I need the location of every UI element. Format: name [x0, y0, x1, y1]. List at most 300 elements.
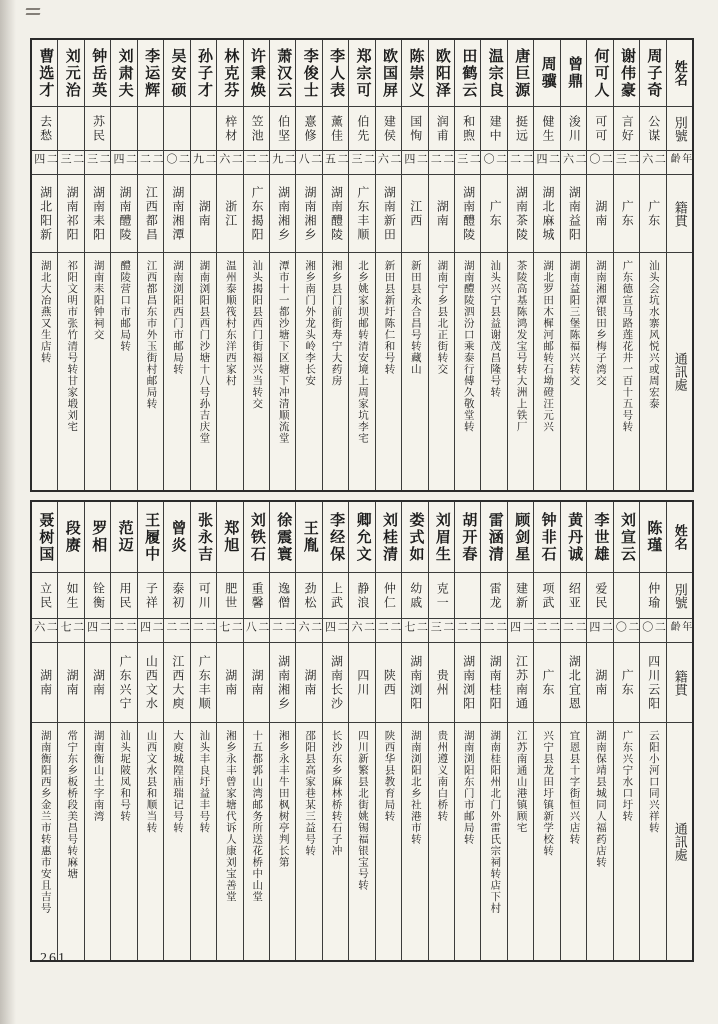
- person-address: 潭市十一都沙塘下区塘下冲清顺流堂: [270, 252, 295, 490]
- person-alias: 言好: [614, 106, 639, 150]
- person-age: 二二: [164, 618, 189, 642]
- person-address: 四川新繁县北街姚锡福银宝号转: [349, 722, 374, 960]
- person-alias: 仲仁: [376, 572, 401, 618]
- person-column: [586, 40, 612, 490]
- person-column: [401, 502, 427, 960]
- person-native-place: 广东丰顺: [191, 642, 216, 722]
- scan-edge-shadow: [0, 0, 16, 1024]
- person-age: 二四: [534, 150, 559, 174]
- person-address: 江苏南通山港镇顾宅: [508, 722, 533, 960]
- person-age: 二二: [376, 618, 401, 642]
- person-address: 新田县永合昌号转藏山: [402, 252, 427, 490]
- person-age: 二九: [191, 150, 216, 174]
- person-address: 醴陵营口市邮局转: [111, 252, 136, 490]
- person-address: 陕西华县教育局转: [376, 722, 401, 960]
- person-name: 刘眉生: [433, 511, 450, 563]
- person-address: 湘乡永丰牛田枫树亭判长第: [270, 722, 295, 960]
- header-name-label: 姓名: [672, 60, 688, 86]
- person-native-place: 江西都昌: [138, 174, 163, 252]
- person-column: [480, 502, 506, 960]
- person-alias: 健生: [534, 106, 559, 150]
- person-alias: 仲瑜: [640, 572, 665, 618]
- person-address: 汕头丰良圩益丰号转: [191, 722, 216, 960]
- person-column: [375, 502, 401, 960]
- person-column: [586, 502, 612, 960]
- person-age: 二四: [508, 618, 533, 642]
- person-native-place: 湖南湘潭: [164, 174, 189, 252]
- person-name: 田鹤云: [460, 47, 477, 99]
- person-column: [163, 502, 189, 960]
- person-age: 二五: [323, 150, 348, 174]
- person-address: 汕头会坑水寨风悦兴或周宏泰: [640, 252, 665, 490]
- person-alias: 上武: [323, 572, 348, 618]
- person-alias: 绍亚: [561, 572, 586, 618]
- person-name: 谢伟豪: [618, 47, 635, 99]
- person-column: [401, 40, 427, 490]
- person-column: [190, 502, 216, 960]
- person-column: [533, 40, 559, 490]
- person-address: 长沙东乡麻林桥转石子冲: [323, 722, 348, 960]
- person-name: 曾鼎: [566, 56, 583, 90]
- person-name: 范迈: [116, 520, 133, 554]
- person-address: 新田县新圩陈仁和号转: [376, 252, 401, 490]
- person-column: [533, 502, 559, 960]
- person-native-place: 广东: [614, 174, 639, 252]
- person-address: 湖南浏阳西门市邮局转: [164, 252, 189, 490]
- person-alias: 苏民: [85, 106, 110, 150]
- person-native-place: 广东丰顺: [349, 174, 374, 252]
- person-alias: 伯坚: [270, 106, 295, 150]
- person-age: 二四: [587, 618, 612, 642]
- person-name: 李俊士: [301, 47, 318, 99]
- person-name: 许秉焕: [248, 47, 265, 99]
- person-column: [560, 40, 586, 490]
- person-alias: 公谋: [640, 106, 665, 150]
- person-age: 二三: [614, 150, 639, 174]
- person-name: 胡开春: [460, 511, 477, 563]
- header-name-label: 姓名: [672, 524, 688, 550]
- person-name: 雷涵清: [486, 511, 503, 563]
- person-age: 二二: [429, 150, 454, 174]
- person-alias: 静浪: [349, 572, 374, 618]
- person-native-place: 湖南茶陵: [508, 174, 533, 252]
- person-alias: 润甫: [429, 106, 454, 150]
- person-name: 李世雄: [592, 511, 609, 563]
- person-address: 云阳小河口同兴祥转: [640, 722, 665, 960]
- person-alias: 肥世: [217, 572, 242, 618]
- person-name: 陈崇义: [407, 47, 424, 99]
- person-column: [322, 40, 348, 490]
- person-address: 兴宁县龙田圩镇新学校转: [534, 722, 559, 960]
- person-column: [428, 40, 454, 490]
- person-alias: 梓材: [217, 106, 242, 150]
- person-column: [216, 40, 242, 490]
- person-column: [137, 502, 163, 960]
- person-native-place: 广东兴宁: [111, 642, 136, 722]
- person-alias: 爱民: [587, 572, 612, 618]
- person-alias: 逸僧: [270, 572, 295, 618]
- person-name: 王胤: [301, 520, 318, 554]
- person-address: 湖南耒阳钟祠交: [85, 252, 110, 490]
- person-native-place: 湖南新田: [376, 174, 401, 252]
- person-native-place: 湖南醴陵: [323, 174, 348, 252]
- person-name: 欧国屏: [381, 47, 398, 99]
- person-column: [613, 502, 639, 960]
- person-column: [560, 502, 586, 960]
- person-alias: 浚川: [561, 106, 586, 150]
- person-address: 湖南桂阳州北门外雷氏宗祠转店下村: [481, 722, 506, 960]
- person-native-place: 贵州: [429, 642, 454, 722]
- person-column: [507, 502, 533, 960]
- person-alias: 如生: [58, 572, 83, 618]
- person-age: 二六: [376, 150, 401, 174]
- person-native-place: 湖南醴陵: [111, 174, 136, 252]
- person-address: 湘乡南门外龙头岭李长安: [296, 252, 321, 490]
- directory-table-bottom: [30, 500, 694, 962]
- person-alias: 建新: [508, 572, 533, 618]
- person-alias: 国恂: [402, 106, 427, 150]
- person-native-place: 湖南: [587, 174, 612, 252]
- person-address: 大庾城隍庙瑞记号转: [164, 722, 189, 960]
- person-column: [190, 40, 216, 490]
- person-alias: 建侯: [376, 106, 401, 150]
- person-column: [295, 40, 321, 490]
- person-native-place: 湖南: [58, 642, 83, 722]
- person-column: [110, 40, 136, 490]
- person-column: [32, 40, 57, 490]
- person-age: 二二: [455, 618, 480, 642]
- person-native-place: 湖南: [244, 642, 269, 722]
- person-native-place: 山西文水: [138, 642, 163, 722]
- person-native-place: 江西大庾: [164, 642, 189, 722]
- person-alias: 泰初: [164, 572, 189, 618]
- directory-table-top: [30, 38, 694, 492]
- person-address: 湖南醴陵泗汾口乘泰行傅久敬堂转: [455, 252, 480, 490]
- header-age-label: 年齡: [667, 618, 692, 642]
- person-column: [243, 502, 269, 960]
- person-name: 徐震寰: [275, 511, 292, 563]
- person-age: 二六: [640, 150, 665, 174]
- person-address: 祁阳文明市张竹清号转甘家塅刘宅: [58, 252, 83, 490]
- person-address: 湖南宁乡县北正街转交: [429, 252, 454, 490]
- person-alias: 憙修: [296, 106, 321, 150]
- person-name: 温宗良: [486, 47, 503, 99]
- person-alias: [614, 572, 639, 618]
- person-address: 江西都昌东市外玉街村邮局转: [138, 252, 163, 490]
- person-age: 二〇: [587, 150, 612, 174]
- header-column: [666, 40, 692, 490]
- person-age: 二二: [561, 618, 586, 642]
- person-address: 湖南衡阳西乡金兰市转惠市安且吉号: [32, 722, 57, 960]
- person-column: [137, 40, 163, 490]
- person-column: [57, 502, 83, 960]
- person-alias: [111, 106, 136, 150]
- person-name: 刘肃夫: [116, 47, 133, 99]
- person-age: 二七: [217, 618, 242, 642]
- person-age: 二二: [534, 618, 559, 642]
- person-age: 二四: [85, 618, 110, 642]
- person-alias: 笠池: [244, 106, 269, 150]
- person-age: 二八: [296, 150, 321, 174]
- person-age: 二四: [32, 150, 57, 174]
- person-column: [375, 40, 401, 490]
- person-age: 二二: [191, 618, 216, 642]
- person-address: 汕头坭陂凤和号转: [111, 722, 136, 960]
- header-address-label: 通訊處: [667, 252, 692, 490]
- person-column: [322, 502, 348, 960]
- person-alias: 去愁: [32, 106, 57, 150]
- person-column: [84, 40, 110, 490]
- person-age: 二二: [481, 618, 506, 642]
- person-column: [428, 502, 454, 960]
- person-name: 顾剑星: [513, 511, 530, 563]
- person-column: [110, 502, 136, 960]
- person-address: 广东兴宁水口圩转: [614, 722, 639, 960]
- person-native-place: 湖南: [191, 174, 216, 252]
- person-alias: 和煦: [455, 106, 480, 150]
- person-age: 二二: [270, 618, 295, 642]
- person-name: 王履中: [143, 511, 160, 563]
- person-column: [295, 502, 321, 960]
- person-address: 贵州遵义南白桥转: [429, 722, 454, 960]
- person-name: 欧阳泽: [433, 47, 450, 99]
- person-address: 湖南浏阳北乡社港市转: [402, 722, 427, 960]
- person-name: 刘铁石: [248, 511, 265, 563]
- person-alias: 用民: [111, 572, 136, 618]
- person-native-place: 湖南: [32, 642, 57, 722]
- person-native-place: 湖南祁阳: [58, 174, 83, 252]
- person-alias: 子祥: [138, 572, 163, 618]
- person-column: [454, 502, 480, 960]
- person-alias: 重馨: [244, 572, 269, 618]
- person-name: 李经保: [328, 511, 345, 563]
- person-age: 二六: [561, 150, 586, 174]
- person-age: 二四: [323, 618, 348, 642]
- person-native-place: 湖南益阳: [561, 174, 586, 252]
- person-native-place: 四川: [349, 642, 374, 722]
- person-name: 刘宣云: [618, 511, 635, 563]
- person-name: 唐巨源: [513, 47, 530, 99]
- person-alias: 建中: [481, 106, 506, 150]
- person-column: [348, 502, 374, 960]
- person-address: 湖南浏阳县西门沙塘十八号孙吉庆堂: [191, 252, 216, 490]
- person-column: [613, 40, 639, 490]
- person-name: 李运辉: [143, 47, 160, 99]
- header-column: [666, 502, 692, 960]
- person-address: 广东德宣马路莲花井一百十五号转: [614, 252, 639, 490]
- person-name: 刘桂清: [381, 511, 398, 563]
- person-native-place: 湖南湘乡: [296, 174, 321, 252]
- person-native-place: 湖南湘乡: [270, 174, 295, 252]
- person-column: [480, 40, 506, 490]
- header-alias-label: 別號: [667, 106, 692, 150]
- person-age: 二二: [508, 150, 533, 174]
- person-name: 萧汉云: [275, 47, 292, 99]
- person-alias: 克一: [429, 572, 454, 618]
- person-column: [216, 502, 242, 960]
- person-native-place: 湖北宜恩: [561, 642, 586, 722]
- person-alias: 伯先: [349, 106, 374, 150]
- person-address: 汕头揭阳县西门街福兴当转交: [244, 252, 269, 490]
- person-name: 陈瑾: [645, 520, 662, 554]
- person-address: 邵阳县高家巷某三益号转: [296, 722, 321, 960]
- person-native-place: 湖北麻城: [534, 174, 559, 252]
- person-native-place: 湖南浏阳: [402, 642, 427, 722]
- person-age: 二三: [85, 150, 110, 174]
- person-native-place: 湖南: [85, 642, 110, 722]
- person-address: 十五都郭山湾邮务所送花桥中山堂: [244, 722, 269, 960]
- person-age: 二〇: [481, 150, 506, 174]
- person-column: [639, 40, 665, 490]
- person-column: [348, 40, 374, 490]
- person-native-place: 湖南: [217, 642, 242, 722]
- person-age: 二四: [111, 150, 136, 174]
- person-native-place: 湖南: [429, 174, 454, 252]
- person-age: 二六: [217, 150, 242, 174]
- person-native-place: 湖南湘乡: [270, 642, 295, 722]
- person-name: 卿允文: [354, 511, 371, 563]
- person-address: 湖南益阳三堡陈福兴转交: [561, 252, 586, 490]
- person-column: [84, 502, 110, 960]
- person-name: 钟非石: [539, 511, 556, 563]
- person-name: 吴安硕: [169, 47, 186, 99]
- person-alias: 幼戚: [402, 572, 427, 618]
- person-age: 二〇: [164, 150, 189, 174]
- header-age-label: 年齡: [667, 150, 692, 174]
- person-name: 林克芬: [222, 47, 239, 99]
- person-age: 二二: [138, 150, 163, 174]
- person-address: 湖北罗田木樨河邮转石坳磴汪元兴: [534, 252, 559, 490]
- person-address: 湘乡县门前街寿宁大药房: [323, 252, 348, 490]
- person-age: 二三: [58, 150, 83, 174]
- person-native-place: 广东: [614, 642, 639, 722]
- person-alias: 可川: [191, 572, 216, 618]
- person-alias: [164, 106, 189, 150]
- person-address: 宜恩县十字街恒兴店转: [561, 722, 586, 960]
- person-alias: 雷龙: [481, 572, 506, 618]
- person-name: 钟岳英: [90, 47, 107, 99]
- person-alias: 项武: [534, 572, 559, 618]
- person-column: [269, 502, 295, 960]
- person-native-place: 湖南醴陵: [455, 174, 480, 252]
- person-alias: [455, 572, 480, 618]
- header-native-label: 籍貫: [667, 642, 692, 722]
- person-native-place: 四川云阳: [640, 642, 665, 722]
- person-address: 汕头兴宁县益谢茂昌隆号转: [481, 252, 506, 490]
- person-age: 二四: [402, 150, 427, 174]
- person-address: 湖南浏阳东门市邮局转: [455, 722, 480, 960]
- person-alias: 薰佳: [323, 106, 348, 150]
- person-column: [57, 40, 83, 490]
- header-native-label: 籍貫: [667, 174, 692, 252]
- person-column: [454, 40, 480, 490]
- scan-artifact: [26, 5, 40, 18]
- person-age: 二四: [138, 618, 163, 642]
- person-native-place: 湖南: [296, 642, 321, 722]
- person-address: 湖南保靖县城同人福药店转: [587, 722, 612, 960]
- person-name: 李人表: [328, 47, 345, 99]
- person-address: 山西文水县和顺当转: [138, 722, 163, 960]
- person-name: 黄丹诚: [566, 511, 583, 563]
- person-age: 二三: [455, 150, 480, 174]
- person-name: 曾炎: [169, 520, 186, 554]
- person-name: 曹选才: [37, 47, 54, 99]
- person-native-place: 湖南桂阳: [481, 642, 506, 722]
- person-alias: 挺远: [508, 106, 533, 150]
- person-alias: 可可: [587, 106, 612, 150]
- person-name: 段赓: [63, 520, 80, 554]
- person-name: 刘元治: [63, 47, 80, 99]
- person-address: 温州泰顺筏村东洋西家村: [217, 252, 242, 490]
- person-native-place: 湖南长沙: [323, 642, 348, 722]
- header-address-label: 通訊處: [667, 722, 692, 960]
- person-name: 郑旭: [222, 520, 239, 554]
- person-age: 二六: [32, 618, 57, 642]
- person-native-place: 陕西: [376, 642, 401, 722]
- person-age: 二二: [111, 618, 136, 642]
- person-native-place: 广东: [640, 174, 665, 252]
- person-address: 常宁东乡板桥段美昌号转麻塘: [58, 722, 83, 960]
- person-column: [243, 40, 269, 490]
- person-native-place: 湖南: [587, 642, 612, 722]
- person-age: 二二: [244, 150, 269, 174]
- person-name: 郑宗可: [354, 47, 371, 99]
- person-name: 娄式如: [407, 511, 424, 563]
- person-name: 罗相: [90, 520, 107, 554]
- person-native-place: 江西: [402, 174, 427, 252]
- person-alias: 铨衡: [85, 572, 110, 618]
- person-alias: [58, 106, 83, 150]
- person-native-place: 江苏南通: [508, 642, 533, 722]
- person-age: 二三: [349, 150, 374, 174]
- person-column: [32, 502, 57, 960]
- person-alias: [191, 106, 216, 150]
- person-address: 湖南衡山土字南湾: [85, 722, 110, 960]
- person-column: [507, 40, 533, 490]
- person-age: 二七: [402, 618, 427, 642]
- person-name: 周骥: [539, 56, 556, 90]
- person-column: [269, 40, 295, 490]
- person-column: [639, 502, 665, 960]
- person-age: 二九: [270, 150, 295, 174]
- person-native-place: 浙江: [217, 174, 242, 252]
- person-age: 二六: [349, 618, 374, 642]
- person-native-place: 广东揭阳: [244, 174, 269, 252]
- person-native-place: 广东: [481, 174, 506, 252]
- person-age: 二六: [296, 618, 321, 642]
- person-alias: [138, 106, 163, 150]
- person-age: 二〇: [614, 618, 639, 642]
- header-alias-label: 別號: [667, 572, 692, 618]
- person-address: 湖南湘潭银田乡梅子湾交: [587, 252, 612, 490]
- person-name: 张永吉: [195, 511, 212, 563]
- person-name: 周子奇: [645, 47, 662, 99]
- person-address: 湖北大冶燕又生店转: [32, 252, 57, 490]
- person-native-place: 湖北阳新: [32, 174, 57, 252]
- person-column: [163, 40, 189, 490]
- person-address: 北乡姚家坝邮转清安境上周家坑李宅: [349, 252, 374, 490]
- person-native-place: 湖南耒阳: [85, 174, 110, 252]
- person-address: 湘乡永丰曾家塘代诉人康刘宝善堂: [217, 722, 242, 960]
- person-age: 二三: [429, 618, 454, 642]
- person-alias: 劲松: [296, 572, 321, 618]
- person-age: 二〇: [640, 618, 665, 642]
- person-age: 二七: [58, 618, 83, 642]
- person-name: 何可人: [592, 47, 609, 99]
- person-address: 茶陵高基陈鸿发宝号转大洲上铁厂: [508, 252, 533, 490]
- person-native-place: 湖南浏阳: [455, 642, 480, 722]
- page-number: 261: [40, 951, 67, 966]
